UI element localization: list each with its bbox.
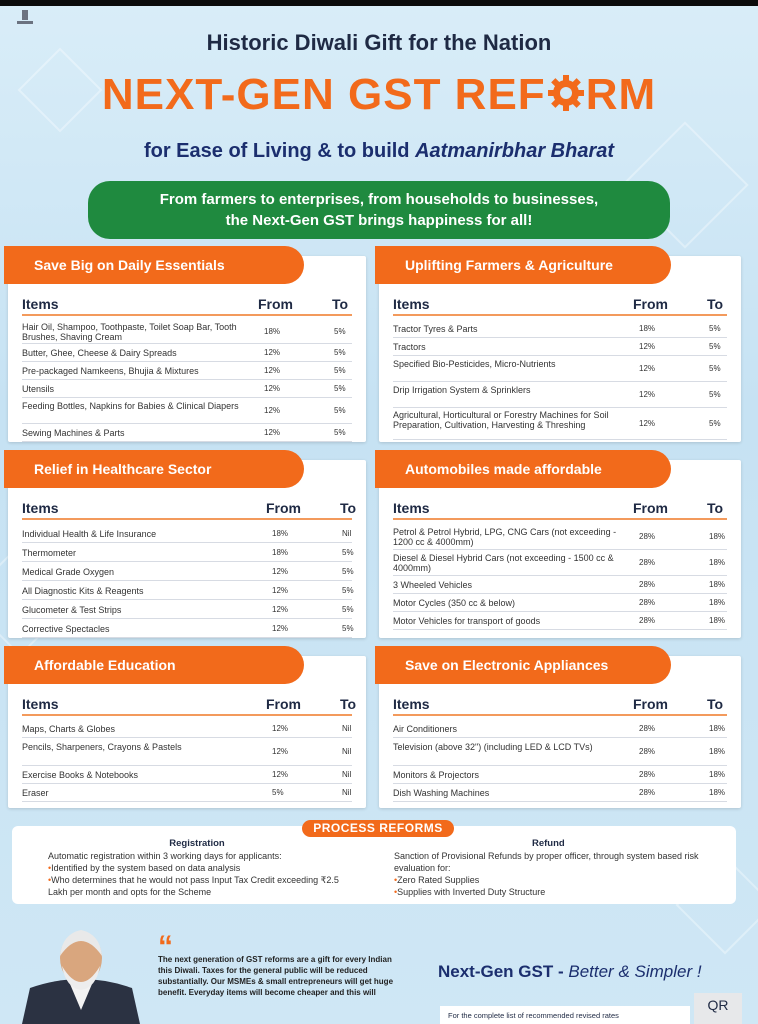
column-header-items: Items <box>22 296 59 312</box>
row-from-rate: 18% <box>264 327 281 336</box>
row-item: Television (above 32") (including LED & LCD TVs) <box>393 742 593 752</box>
row-item: Motor Vehicles for transport of goods <box>393 616 541 626</box>
row-to-rate: 5% <box>334 366 346 375</box>
tagline-italic: Better & Simpler ! <box>568 962 702 981</box>
row-item: Glucometer & Test Strips <box>22 604 122 615</box>
table-row <box>22 398 352 424</box>
table-body <box>393 524 727 630</box>
row-from-rate: 12% <box>264 348 281 357</box>
process-reforms-title: PROCESS REFORMS <box>302 820 454 837</box>
registration-heading: Registration <box>169 838 225 849</box>
column-header-from: From <box>633 500 668 516</box>
column-header-items: Items <box>393 500 430 516</box>
table-row <box>22 344 352 362</box>
panel-title: Relief in Healthcare Sector <box>4 450 304 488</box>
table-body <box>22 524 352 638</box>
table-body <box>22 320 352 442</box>
table-row <box>22 784 352 802</box>
registration-bullet: •Identified by the system based on data analysis <box>48 863 241 873</box>
row-from-rate: 12% <box>272 585 289 595</box>
refund-heading: Refund <box>532 838 565 849</box>
row-item: Eraser <box>22 788 49 798</box>
row-to-rate: 5% <box>709 419 721 428</box>
table-body <box>393 720 727 802</box>
table-header <box>22 694 357 716</box>
row-item: Exercise Books & Notebooks <box>22 770 139 780</box>
panel-electronics <box>379 656 741 808</box>
table-row <box>393 766 727 784</box>
row-item: Diesel & Diesel Hybrid Cars (not exceeding - 1500 cc & 4000mm) <box>393 553 614 573</box>
row-to-rate: 5% <box>342 604 354 614</box>
row-from-rate: 12% <box>272 770 289 779</box>
table-row <box>22 380 352 398</box>
row-from-rate: 12% <box>639 342 656 351</box>
row-to-rate: Nil <box>342 788 352 797</box>
row-to-rate: 18% <box>709 598 726 607</box>
column-header-to: To <box>340 696 357 712</box>
table-row <box>393 612 727 630</box>
leader-portrait <box>22 918 140 1024</box>
table-row <box>393 356 727 382</box>
table-header <box>393 694 727 716</box>
emblem-icon <box>14 8 36 26</box>
table-row <box>22 562 352 581</box>
table-row <box>393 408 727 440</box>
row-item: Pre-packaged Namkeens, Bhujia & Mixtures <box>22 366 199 376</box>
gear-icon <box>546 73 586 113</box>
row-to-rate: 5% <box>334 428 346 437</box>
column-header-items: Items <box>393 296 430 312</box>
row-from-rate: 28% <box>639 770 656 779</box>
banner-line-2: the Next-Gen GST brings happiness for all! <box>225 212 533 229</box>
row-to-rate: 18% <box>709 724 726 733</box>
subtitle-italic: Aatmanirbhar Bharat <box>415 140 615 162</box>
row-item: Medical Grade Oxygen <box>22 566 115 577</box>
table-row <box>22 543 352 562</box>
row-item: 3 Wheeled Vehicles <box>393 580 473 590</box>
column-header-to: To <box>707 296 724 312</box>
table-row <box>393 524 727 550</box>
table-row <box>393 594 727 612</box>
row-to-rate: 5% <box>342 547 354 557</box>
table-header <box>393 294 727 316</box>
column-header-to: To <box>332 296 349 312</box>
row-from-rate: 12% <box>639 419 656 428</box>
row-to-rate: 5% <box>334 384 346 393</box>
row-item: Agricultural, Horticultural or Forestry Machines for Soil Preparation, Cultivation, Harvesting & Threshing <box>393 410 609 430</box>
row-from-rate: 12% <box>264 406 281 415</box>
registration-intro: Automatic registration within 3 working days for applicants: <box>48 851 282 861</box>
refund-column <box>394 838 724 898</box>
row-item: Petrol & Petrol Hybrid, LPG, CNG Cars (not exceeding - 1200 cc & 4000mm) <box>393 527 617 547</box>
row-to-rate: 5% <box>709 364 721 373</box>
row-from-rate: 12% <box>264 428 281 437</box>
table-row <box>22 320 352 344</box>
green-banner <box>88 181 670 239</box>
table-row <box>393 784 727 802</box>
table-row <box>22 424 352 442</box>
column-header-from: From <box>266 500 301 516</box>
headline <box>0 70 758 120</box>
quote-mark: “ <box>158 930 173 963</box>
column-header-from: From <box>633 696 668 712</box>
table-row <box>393 338 727 356</box>
row-to-rate: 5% <box>342 585 354 595</box>
row-item: Drip Irrigation System & Sprinklers <box>393 385 531 395</box>
row-item: Sewing Machines & Parts <box>22 428 125 438</box>
table-body <box>22 720 352 802</box>
subtitle <box>0 140 758 163</box>
row-item: Monitors & Projectors <box>393 770 480 780</box>
page-title: Historic Diwali Gift for the Nation <box>206 30 552 55</box>
panel-title: Uplifting Farmers & Agriculture <box>375 246 671 284</box>
row-from-rate: 28% <box>639 724 656 733</box>
row-to-rate: 5% <box>709 342 721 351</box>
row-item: Tractors <box>393 342 426 352</box>
table-row <box>22 524 352 543</box>
panel-title: Affordable Education <box>4 646 304 684</box>
row-from-rate: 28% <box>639 616 656 625</box>
row-from-rate: 12% <box>272 747 289 756</box>
row-item: Butter, Ghee, Cheese & Dairy Spreads <box>22 348 177 358</box>
row-to-rate: 18% <box>709 616 726 625</box>
row-from-rate: 12% <box>272 623 289 633</box>
row-item: Thermometer <box>22 547 77 558</box>
row-to-rate: Nil <box>342 724 352 733</box>
row-from-rate: 28% <box>639 788 656 797</box>
row-from-rate: 12% <box>272 724 289 733</box>
panel-title: Automobiles made affordable <box>375 450 671 488</box>
headline-part1: NEXT-GEN GST REF <box>101 70 546 119</box>
refund-intro: Sanction of Provisional Refunds by proper officer, through system based risk evaluation for: <box>394 851 699 873</box>
row-from-rate: 12% <box>264 366 281 375</box>
row-to-rate: 5% <box>342 623 354 633</box>
row-to-rate: 5% <box>342 566 354 576</box>
row-to-rate: 5% <box>334 327 346 336</box>
headline-part2: RM <box>585 70 657 119</box>
column-header-from: From <box>258 296 293 312</box>
panel-title: Save on Electronic Appliances <box>375 646 671 684</box>
row-item: Corrective Spectacles <box>22 623 110 634</box>
registration-column <box>48 838 346 898</box>
row-from-rate: 28% <box>639 558 656 567</box>
column-header-items: Items <box>22 696 59 712</box>
table-header <box>22 294 352 316</box>
row-from-rate: 12% <box>639 364 656 373</box>
row-from-rate: 28% <box>639 532 656 541</box>
row-to-rate: Nil <box>342 770 352 779</box>
refund-bullet: •Zero Rated Supplies <box>394 875 480 885</box>
column-header-to: To <box>707 696 724 712</box>
row-item: Feeding Bottles, Napkins for Babies & Clinical Diapers <box>22 401 239 411</box>
table-row <box>393 576 727 594</box>
subtitle-prefix: for Ease of Living & to build <box>143 140 416 162</box>
table-row <box>393 720 727 738</box>
row-to-rate: Nil <box>342 528 352 538</box>
row-item: Pencils, Sharpeners, Crayons & Pastels <box>22 742 182 752</box>
panel-automobiles <box>379 460 741 638</box>
row-item: Tractor Tyres & Parts <box>393 324 478 334</box>
tagline <box>438 962 702 982</box>
row-item: Motor Cycles (350 cc & below) <box>393 598 516 608</box>
table-row <box>22 738 352 766</box>
row-from-rate: 12% <box>272 566 289 576</box>
column-header-from: From <box>266 696 301 712</box>
row-item: Utensils <box>22 384 55 394</box>
row-item: Specified Bio-Pesticides, Micro-Nutrients <box>393 359 556 369</box>
footer-note: For the complete list of recommended revised rates <box>440 1006 690 1024</box>
row-item: All Diagnostic Kits & Reagents <box>22 585 144 596</box>
table-row <box>22 619 352 638</box>
table-row <box>22 600 352 619</box>
table-row <box>22 720 352 738</box>
row-to-rate: 5% <box>709 390 721 399</box>
table-row <box>393 738 727 766</box>
top-bar <box>0 0 758 6</box>
table-row <box>22 581 352 600</box>
row-from-rate: 18% <box>272 528 289 538</box>
panel-healthcare <box>8 460 366 638</box>
column-header-to: To <box>340 500 357 516</box>
column-header-from: From <box>633 296 668 312</box>
row-from-rate: 12% <box>639 390 656 399</box>
row-item: Dish Washing Machines <box>393 788 490 798</box>
row-item: Hair Oil, Shampoo, Toothpaste, Toilet Soap Bar, Tooth Brushes, Shaving Cream <box>22 322 237 342</box>
row-item: Maps, Charts & Globes <box>22 724 116 734</box>
row-from-rate: 28% <box>639 598 656 607</box>
panel-education <box>8 656 366 808</box>
table-header <box>22 498 357 520</box>
table-row <box>22 362 352 380</box>
quote-text: The next generation of GST reforms are a gift for every Indian this Diwali. Taxes for the general public will be reduced substantially. Our MSMEs & small entrepreneurs will get huge benefit. Everyday items will become cheaper and this will <box>158 955 394 997</box>
column-header-items: Items <box>393 696 430 712</box>
table-body <box>393 320 727 440</box>
row-to-rate: 18% <box>709 770 726 779</box>
table-row <box>393 320 727 338</box>
row-from-rate: 18% <box>639 324 656 333</box>
table-row <box>22 766 352 784</box>
row-item: Individual Health & Life Insurance <box>22 528 157 539</box>
tagline-bold: Next-Gen GST - <box>438 962 569 981</box>
row-from-rate: 5% <box>272 788 284 797</box>
row-to-rate: 18% <box>709 558 726 567</box>
table-row <box>393 382 727 408</box>
row-to-rate: Nil <box>342 747 352 756</box>
row-item: Air Conditioners <box>393 724 458 734</box>
column-header-to: To <box>707 500 724 516</box>
table-header <box>393 498 727 520</box>
panel-title: Save Big on Daily Essentials <box>4 246 304 284</box>
refund-bullet: •Supplies with Inverted Duty Structure <box>394 887 546 897</box>
qr-code[interactable]: QR <box>694 993 742 1024</box>
row-to-rate: 18% <box>709 532 726 541</box>
row-to-rate: 18% <box>709 788 726 797</box>
row-to-rate: 5% <box>334 348 346 357</box>
row-from-rate: 12% <box>264 384 281 393</box>
panel-daily-essentials <box>8 256 366 442</box>
panel-farmers-agriculture <box>379 256 741 442</box>
column-header-items: Items <box>22 500 59 516</box>
table-row <box>393 550 727 576</box>
row-to-rate: 18% <box>709 580 726 589</box>
row-from-rate: 12% <box>272 604 289 614</box>
row-from-rate: 18% <box>272 547 289 557</box>
row-to-rate: 18% <box>709 747 726 756</box>
row-to-rate: 5% <box>334 406 346 415</box>
registration-bullet: •Who determines that he would not pass Input Tax Credit exceeding ₹2.5 Lakh per month and opts for the Scheme <box>48 875 339 897</box>
row-to-rate: 5% <box>709 324 721 333</box>
banner-line-1: From farmers to enterprises, from households to businesses, <box>159 191 599 208</box>
row-from-rate: 28% <box>639 747 656 756</box>
row-from-rate: 28% <box>639 580 656 589</box>
